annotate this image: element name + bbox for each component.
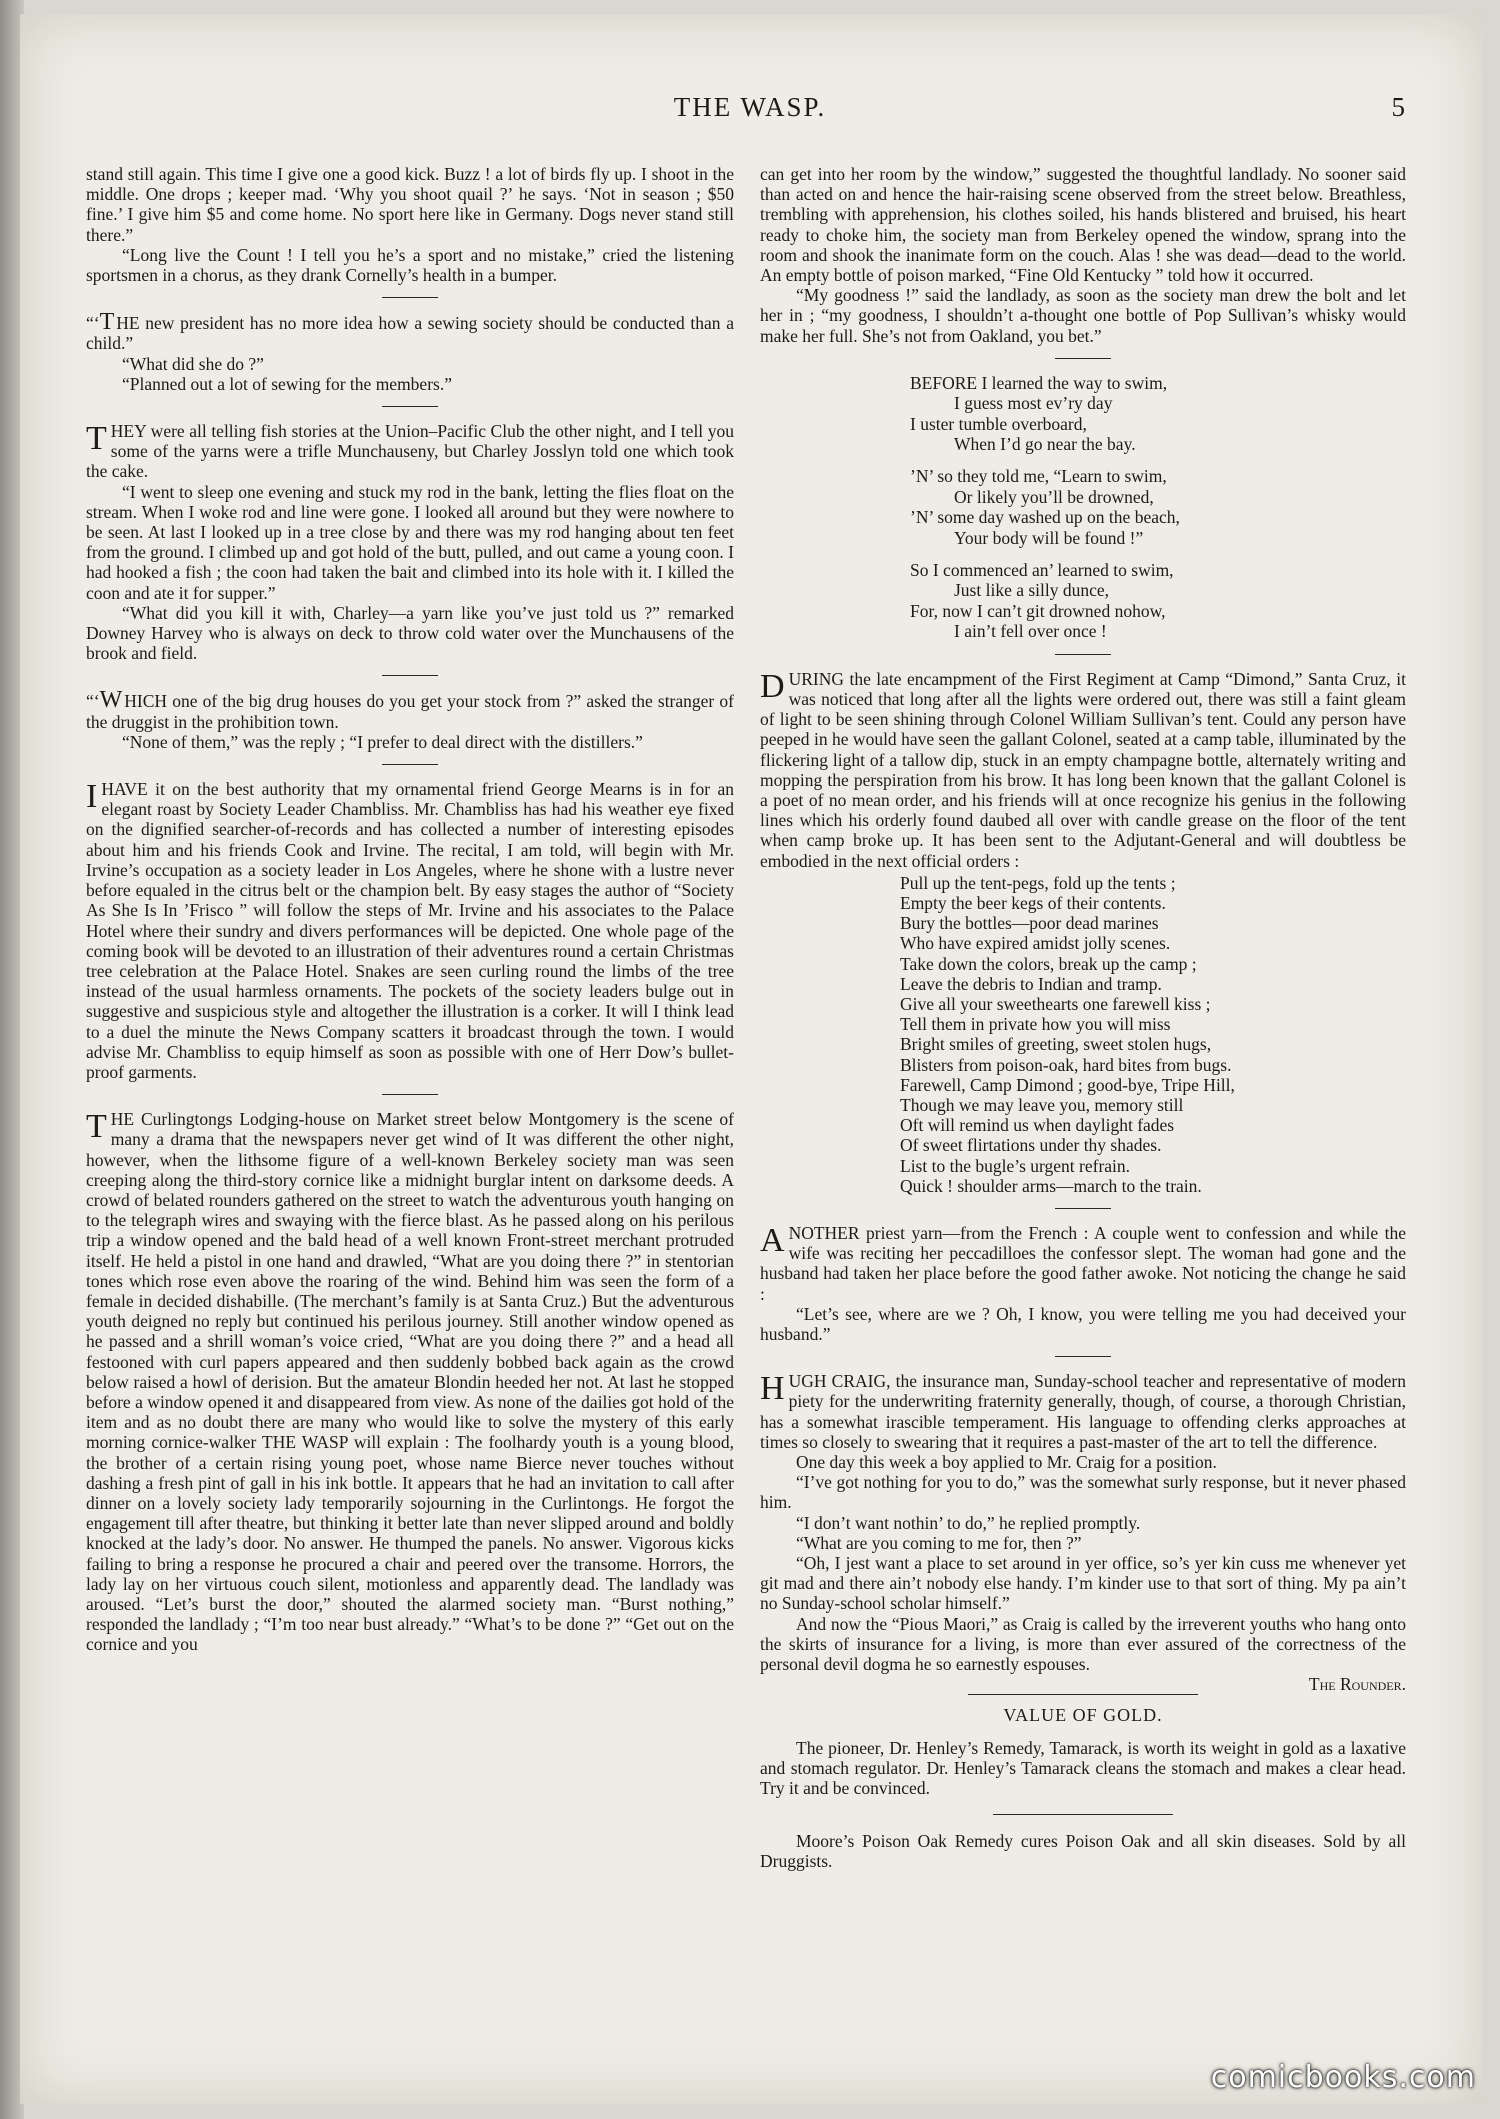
separator-rule	[382, 406, 438, 407]
separator-rule	[382, 764, 438, 765]
advertisement-text: Moore’s Poison Oak Remedy cures Poison Oak and all skin diseases. Sold by all Druggists.	[760, 1831, 1406, 1872]
separator-rule	[993, 1814, 1173, 1815]
separator-rule	[1055, 654, 1111, 655]
paragraph: THE Curlingtongs Lodging-house on Market street below Montgomery is the scene of many a drama that the newspapers never get wind of It was different the other night, however, when the lithsome figure of a well-known Berkeley society man was seen creeping along the third-story cornice like a midnight burglar intent on darksome deeds. A crowd of belated rounders gathered on the street to watch the adventurous youth hanging on to the telegraph wires and swaying with the fierce blast. As he passed along on his perilous trip a window opened and the bald head of a well known Front-street merchant protruded itself. He held a pistol in one hand and drawled, “What are you doing there ?” in stentorian tones which rose even above the roaring of the wind. Behind him was seen the form of a female in decided dishabille. (The merchant’s family is at Santa Cruz.) But the adventurous youth deigned no reply but continued his perilous journey. Still another window opened as he passed and a shrill woman’s voice cried, “What are you doing there ?” and a head all festooned with curl papers appeared and then suddenly bobbed back again as the crowd below raised a howl of derision. But the amateur Blondin heeded her not. At last he stopped before a window opened it and disappeared from view. As none of the dailies got hold of the item and as no doubt there are many who would like to solve the mystery of this early morning cornice-walker THE WASP will explain : The foolhardy youth is a young blood, the brother of a certain rising young poet, whose name Bierce never touches without dashing a fresh pint of gall in his ink bottle. It appears that he had an invitation to call after dinner on a lovely society lady temporarily sojourning in the Curlintongs. He forgot the engagement till after theatre, but thinking it better late than never slipped around and boldly knocked at the lady’s door. No answer. He thumped the panels. No answer. Vigorous kicks failing to bring a response he procured a chair and peered over the transome. Horrors, the lady lay on her virtuous couch silent, motionless and apparently dead. The landlady was aroused. “Let’s burst the door,” shouted the alarmed society man. “Burst nothing,” responded the landlady ; “I’m too near bust already.” “What’s to be done ?” “Get out on the cornice and you	[86, 1108, 734, 1655]
poem-line: So I commenced an’ learned to swim,	[910, 560, 1174, 581]
advertisement-text: The pioneer, Dr. Henley’s Remedy, Tamarack, is worth its weight in gold as a laxative and stomach regulator. Dr. Henley’s Tamarack cleans the stomach and makes a clear head. Try it and be convinced.	[760, 1737, 1406, 1799]
poem-line: Farewell, Camp Dimond ; good-bye, Tripe Hill,	[900, 1074, 1235, 1095]
running-header	[0, 92, 1500, 132]
paragraph: can get into her room by the window,” suggested the thoughtful landlady. No sooner said than acted on and hence the hair-raising scene observed from the street below. Breathless, trembling with apprehension, his clothes soiled, his hands blistered and bruised, his heart ready to choke him, the society man from Berkeley opened the window, sprang into the room and shook the inanimate form on the couch. Alas ! she was dead—dead to the world. An empty bottle of poison marked, “Fine Old Kentucky ” told how it occurred.	[760, 164, 1406, 286]
poem-line: Quick ! shoulder arms—march to the train.	[900, 1175, 1202, 1196]
separator-rule	[1055, 1356, 1111, 1357]
poem-line: Empty the beer kegs of their contents.	[900, 892, 1166, 913]
ad-heading: VALUE OF GOLD.	[1003, 1705, 1163, 1726]
poem-line: Of sweet flirtations under thy shades.	[900, 1135, 1162, 1156]
paragraph: “What did you kill it with, Charley—a yarn like you’ve just told us ?” remarked Downey Harvey who is always on deck to throw cold water over the Munchausens of the brook and field.	[86, 602, 734, 664]
drop-cap: A	[760, 1221, 785, 1259]
paragraph: “My goodness !” said the landlady, as soon as the society man drew the bolt and let her in ; “my goodness, I shouldn’t a-thought one bottle of Pop Sullivan’s whisky would make her full. She’s not from Oakland, you bet.”	[760, 285, 1406, 346]
paragraph: “What did she do ?”	[122, 353, 264, 374]
poem-line: I ain’t fell over once !	[954, 621, 1107, 642]
poem-line: Leave the debris to Indian and tramp.	[900, 973, 1162, 994]
paragraph: “‘W HICH one of the big drug houses do you get your stock from ?” asked the stranger of the druggist in the prohibition town.	[86, 687, 734, 732]
poem-line: Just like a silly dunce,	[954, 580, 1110, 601]
paragraph: “Let’s see, where are we ? Oh, I know, you were telling me you had deceived your husband.”	[760, 1303, 1406, 1344]
poem-line: ’N’ so they told me, “Learn to swim,	[910, 466, 1167, 487]
paragraph: stand still again. This time I give one a good kick. Buzz ! a lot of birds fly up. I shoot in the middle. One drops ; keeper mad. ‘Why you shoot quail ?’ he says. ‘Not in season ; $50 fine.’ I give him $5 and come home. No sport here like in Germany. Dogs never stand still there.”	[86, 164, 734, 245]
poem-line: Pull up the tent-pegs, fold up the tents ;	[900, 872, 1176, 893]
paragraph: One day this week a boy applied to Mr. Craig for a position.	[796, 1452, 1217, 1473]
poem-line: I uster tumble overboard,	[910, 413, 1087, 434]
poem-line: ’N’ some day washed up on the beach,	[910, 507, 1180, 528]
paragraph: “I went to sleep one evening and stuck my rod in the bank, letting the flies float on the stream. When I woke rod and line were gone. I looked all around but they were nowhere to be seen. At last I looked up in a tree close by and there was my rod hanging about ten feet from the ground. I climbed up and got hold of the butt, pulled, and out came a young coon. I had hooked a fish ; the coon had taken the bait and climbed into its hole with it. I killed the coon and ate it for supper.”	[86, 481, 734, 603]
poem-line: Blisters from poison-oak, hard bites from bugs.	[900, 1054, 1232, 1075]
drop-cap: T	[86, 420, 107, 458]
drop-cap: H	[760, 1370, 785, 1408]
separator-rule	[382, 675, 438, 676]
paragraph: DURING the late encampment of the First Regiment at Camp “Dimond,” Santa Cruz, it was noticed that long after all the lights were ordered out, there was still a faint gleam of light to be seen shining through Colonel William Sullivan’s tent. Could any person have peeped in he would have seen the gallant Colonel, seated at a camp table, illuminated by the flickering light of a tallow dip, stuck in an empty champagne bottle, alternately writing and mopping the perspiration from his brow. It has long been known that the gallant Colonel is a poet of no mean order, and his friends will at once recognize his genius in the following lines which his orderly found daubed all over with candle grease on the floor of the tent when camp broke up. It has been sent to the Adjutant-General and will doubtless be embodied in the next official orders :	[760, 667, 1406, 871]
drop-cap: D	[760, 667, 785, 705]
separator-rule	[968, 1694, 1198, 1695]
poem-line: Though we may leave you, memory still	[900, 1094, 1184, 1115]
separator-rule	[1055, 1208, 1111, 1209]
poem-line: Who have expired amidst jolly scenes.	[900, 933, 1171, 954]
drop-cap: I	[86, 778, 98, 816]
site-watermark: comicbooks.com	[1210, 2060, 1476, 2095]
byline-signature: The Rounder.	[1308, 1674, 1406, 1695]
poem-line: I guess most ev’ry day	[954, 393, 1113, 414]
paragraph: “‘T HE new president has no more idea how a sewing society should be conducted than a child.”	[86, 309, 734, 354]
paragraph: “Long live the Count ! I tell you he’s a sport and no mistake,” cried the listening sportsmen in a chorus, as they drank Cornelly’s health in a bumper.	[86, 244, 734, 286]
paragraph: “Oh, I jest want a place to set around in yer office, so’s yer kin cuss me whenever yet git mad and there ain’t nobody else handy. I’m kinder use to that sort of thing. My pa ain’t no Sunday-school scholar himself.”	[760, 1553, 1406, 1614]
poem-line: Or likely you’ll be drowned,	[954, 486, 1154, 507]
poem-line: Take down the colors, break up the camp ;	[900, 953, 1197, 974]
paragraph: “None of them,” was the reply ; “I prefer to deal direct with the distillers.”	[122, 731, 643, 752]
separator-rule	[382, 1094, 438, 1095]
paragraph: IHAVE it on the best authority that my ornamental friend George Mearns is in for an elegant roast by Society Leader Chambliss. Mr. Chambliss has had his weather eye fixed on the dignified searcher-of-records and has collected a number of interesting episodes about him and his friends Cook and Irvine. The recital, I am told, will begin with Mr. Irvine’s occupation as a society leader in Los Angeles, where he shone with a lustre never before equaled in the citrus belt or the champion belt. By easy stages the author of “Society As She Is In ’Frisco ” will follow the steps of Mr. Irvine and his associates to the Palace Hotel where their sundry and divers performances will be depicted. One whole page of the coming book will be devoted to an illustration of their adventures round a certain Christmas tree celebration at the Palace Hotel. Snakes are seen curling round the limbs of the tree instead of the usual harmless ornaments. The pockets of the society leaders bulge out in suggestive and suspicious style and altogether the illustration is a corker. It will I think lead to a duel the minute the News Company scatters it broadcast through the town. I would advise Mr. Chambliss to equip himself as soon as possible with one of Herr Dow’s bullet-proof garments.	[86, 778, 734, 1082]
poem-line: Give all your sweethearts one farewell kiss ;	[900, 993, 1211, 1014]
poem-line: List to the bugle’s urgent refrain.	[900, 1155, 1131, 1176]
paragraph: “I don’t want nothin’ to do,” he replied promptly.	[796, 1512, 1141, 1533]
paragraph: “Planned out a lot of sewing for the members.”	[122, 373, 452, 394]
separator-rule	[382, 297, 438, 298]
poem-line: When I’d go near the bay.	[954, 434, 1136, 455]
paragraph: ANOTHER priest yarn—from the French : A couple went to confession and while the wife was reciting her peccadilloes the confessor slept. The woman had gone and the husband had taken her place before the good father awoke. Not noticing the change he said :	[760, 1221, 1406, 1304]
page-number: 5	[1391, 92, 1405, 122]
paragraph: “What are you coming to me for, then ?”	[796, 1532, 1082, 1553]
poem-line: BEFORE I learned the way to swim,	[910, 372, 1168, 393]
poem-line: For, now I can’t git drowned nohow,	[910, 600, 1166, 621]
poem-swim	[910, 373, 1406, 642]
paragraph: THEY were all telling fish stories at the Union–Pacific Club the other night, and I tell you some of the yarns were a trifle Munchauseny, but Charley Josslyn told one which took the cake.	[86, 420, 734, 482]
right-column	[760, 164, 1406, 1872]
drop-cap: W	[99, 687, 123, 714]
poem-line: Tell them in private how you will miss	[900, 1014, 1171, 1035]
poem-line: Bright smiles of greeting, sweet stolen hugs,	[900, 1034, 1212, 1055]
paragraph: And now the “Pious Maori,” as Craig is called by the irreverent youths who hang onto the skirts of insurance for a living, is more than ever assured of the correctness of the personal devil dogma he so earnestly espouses.	[760, 1613, 1406, 1675]
drop-cap: T	[99, 309, 115, 336]
paragraph: HUGH CRAIG, the insurance man, Sunday-school teacher and representative of modern piety for the underwriting fraternity generally, though, of course, a thorough Christian, has a somewhat irascible temperament. His language to offending clerks approaches at times so closely to swearing that it requires a past-master of the art to tell the difference.	[760, 1370, 1406, 1452]
poem-line: Bury the bottles—poor dead marines	[900, 913, 1159, 934]
publication-title: THE WASP.	[673, 92, 827, 122]
drop-cap: T	[86, 1108, 107, 1146]
poem-camp	[900, 873, 1406, 1196]
left-column	[86, 164, 734, 1655]
poem-line: Oft will remind us when daylight fades	[900, 1115, 1175, 1136]
poem-line: Your body will be found !”	[954, 527, 1144, 548]
paragraph: “I’ve got nothing for you to do,” was the somewhat surly response, but it never phased him.	[760, 1472, 1406, 1513]
separator-rule	[1055, 358, 1111, 359]
